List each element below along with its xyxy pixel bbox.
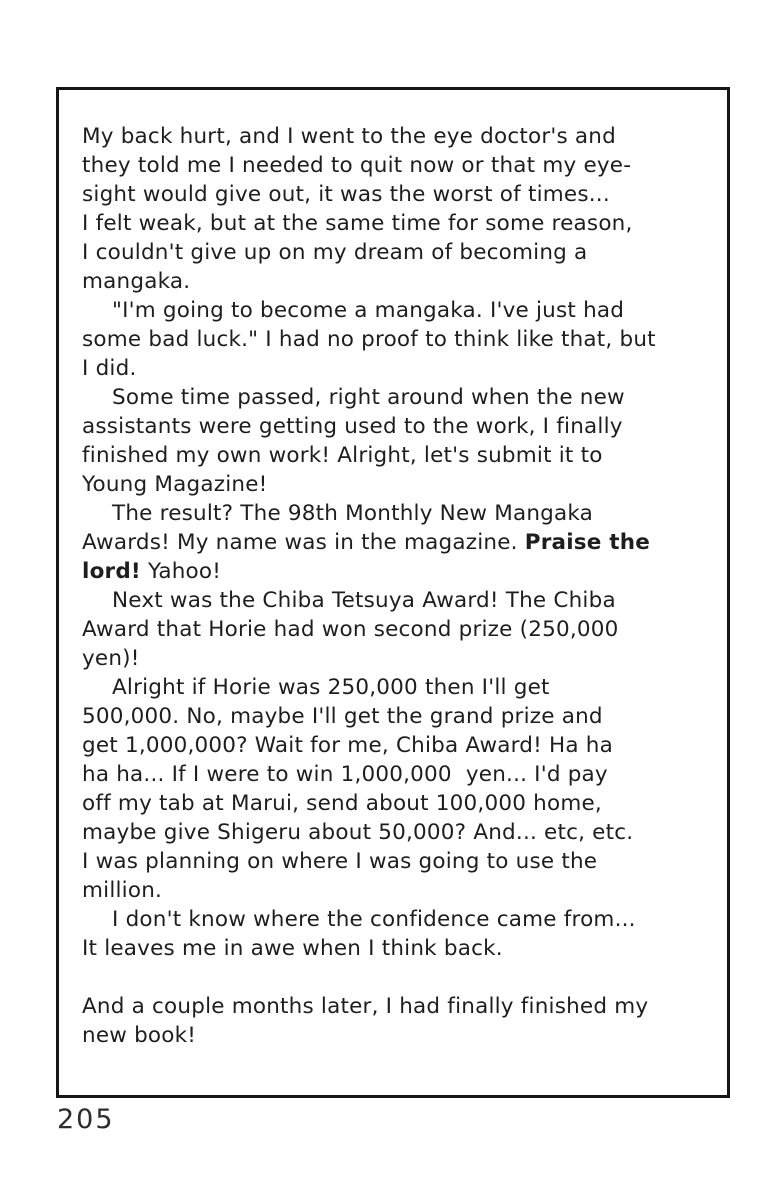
text-line — [82, 296, 717, 325]
text-line — [82, 615, 717, 644]
text-segment: they told me I needed to quit now or that my eye- — [82, 153, 632, 178]
text-segment: Some time passed, right around when the new — [112, 385, 625, 410]
text-line — [82, 876, 717, 905]
text-line — [82, 644, 717, 673]
text-segment: finished my own work! Alright, let's submit it to — [82, 443, 603, 468]
text-line — [82, 673, 717, 702]
text-line — [82, 789, 717, 818]
text-segment: I did. — [82, 356, 137, 381]
text-segment: mangaka. — [82, 269, 191, 294]
text-segment: I was planning on where I was going to use the — [82, 849, 598, 874]
text-line — [82, 557, 717, 586]
text-line — [82, 702, 717, 731]
text-line — [82, 151, 717, 180]
text-segment: yen)! — [82, 646, 140, 671]
text-line — [82, 499, 717, 528]
text-segment-bold: Praise the — [524, 530, 651, 555]
text-line — [82, 528, 717, 557]
text-segment: I couldn't give up on my dream of becoming a — [82, 240, 588, 265]
text-line — [82, 963, 717, 992]
text-segment: get 1,000,000? Wait for me, Chiba Award! Ha ha — [82, 733, 613, 758]
text-line — [82, 267, 717, 296]
text-line — [82, 122, 717, 151]
text-segment: Young Magazine! — [82, 472, 268, 497]
text-line — [82, 209, 717, 238]
text-segment-bold: lord! — [82, 559, 141, 584]
text-segment: ha ha... If I were to win 1,000,000 yen... I'd pay — [82, 762, 608, 787]
text-segment: maybe give Shigeru about 50,000? And... etc, etc. — [82, 820, 634, 845]
text-line — [82, 934, 717, 963]
text-line — [82, 731, 717, 760]
text-line — [82, 325, 717, 354]
text-segment: million. — [82, 878, 163, 903]
text-panel-border — [56, 87, 730, 1098]
body-text — [82, 122, 717, 1050]
text-segment: some bad luck." I had no proof to think like that, but — [82, 327, 656, 352]
text-segment: sight would give out, it was the worst of times... — [82, 182, 610, 207]
text-line — [82, 412, 717, 441]
text-line — [82, 586, 717, 615]
text-segment: And a couple months later, I had finally finished my — [82, 994, 649, 1019]
text-segment: assistants were getting used to the work, I finally — [82, 414, 623, 439]
page-number: 205 — [57, 1104, 115, 1135]
text-segment: It leaves me in awe when I think back. — [82, 936, 503, 961]
text-segment: new book! — [82, 1023, 197, 1048]
text-segment: Awards! My name was in the magazine. — [82, 530, 525, 555]
text-line — [82, 1021, 717, 1050]
text-segment: Award that Horie had won second prize (250,000 — [82, 617, 619, 642]
text-line — [82, 383, 717, 412]
text-segment: I felt weak, but at the same time for some reason, — [82, 211, 633, 236]
text-segment: "I'm going to become a mangaka. I've just had — [112, 298, 625, 323]
text-line — [82, 354, 717, 383]
text-line — [82, 441, 717, 470]
text-segment: Next was the Chiba Tetsuya Award! The Chiba — [112, 588, 616, 613]
text-line — [82, 818, 717, 847]
text-line — [82, 992, 717, 1021]
text-line — [82, 470, 717, 499]
text-segment: off my tab at Marui, send about 100,000 home, — [82, 791, 602, 816]
text-line — [82, 180, 717, 209]
text-segment: Yahoo! — [140, 559, 222, 584]
text-segment: My back hurt, and I went to the eye doctor's and — [82, 124, 616, 149]
text-segment: Alright if Horie was 250,000 then I'll get — [112, 675, 550, 700]
text-line — [82, 760, 717, 789]
text-line — [82, 238, 717, 267]
text-segment: I don't know where the confidence came from... — [112, 907, 636, 932]
text-line — [82, 905, 717, 934]
text-line — [82, 847, 717, 876]
text-segment: The result? The 98th Monthly New Mangaka — [112, 501, 594, 526]
text-segment: 500,000. No, maybe I'll get the grand prize and — [82, 704, 603, 729]
